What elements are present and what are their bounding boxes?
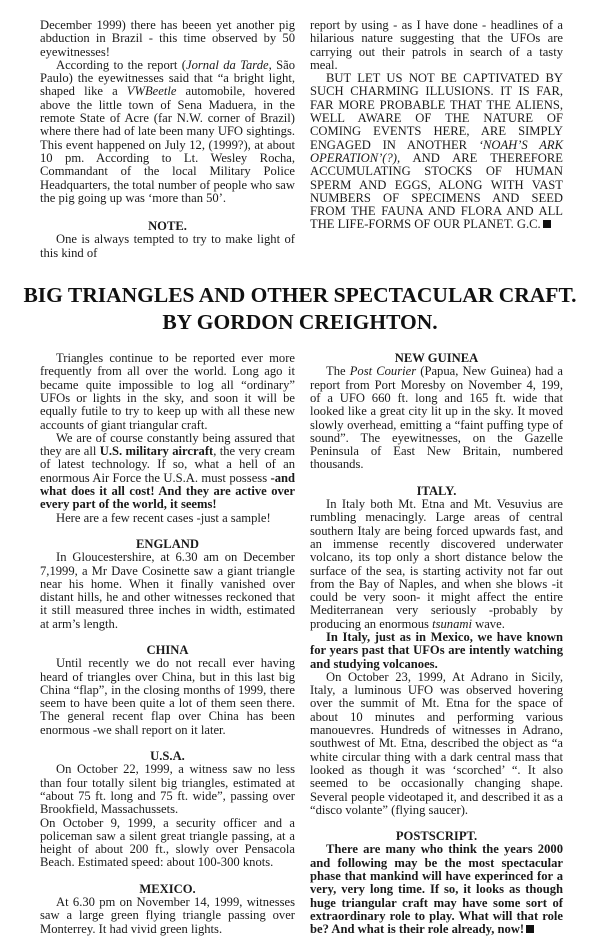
- paragraph: Here are a few recent cases -just a sample!: [56, 510, 271, 525]
- section-heading-china: CHINA: [146, 642, 189, 657]
- section-heading-mexico: MEXICO.: [139, 881, 196, 896]
- paragraph: report by using - as I have done - headlines of a hilarious nature suggesting that the UFOs are carrying out their patrols in search of a tasty meal.: [310, 18, 563, 72]
- paragraph: BUT LET US NOT BE CAPTIVATED BY SUCH CHARMING ILLUSIONS. IT IS FAR, FAR MORE PROBABLE THAT THE ALIENS, WELL AWARE OF THE NATURE OF COMING EVENTS HERE, ARE SIMPLY ENGAGED IN ANOTHER ‘NOAH’S ARK OPERATION’(?), AND ARE THEREFORE ACCUMULATING STOCKS OF HUMAN SPERM AND EGGS, ALONG WITH VAST NUMBERS OF SPECIMENS AND SEED FROM THE FAUNA AND FLORA AND ALL THE LIFE-FORMS OF OUR PLANET. G.C.: [310, 71, 563, 232]
- paragraph: Triangles continue to be reported ever more frequently from all over the world. Long ago it became quite impossible to log all “ordinary” UFOs or lights in the sky, and soon it will be equally futile to try to keep up with all these new accounts of giant triangular craft.: [40, 351, 295, 432]
- top-section: [40, 19, 563, 260]
- end-mark-icon: [526, 925, 534, 933]
- paragraph: December 1999) there has beeen yet another pig abduction in Brazil - this time observed by 50 eyewitnesses!: [40, 18, 295, 59]
- section-heading-new-guinea: NEW GUINEA: [394, 351, 479, 366]
- paragraph: On October 23, 1999, At Adrano in Sicily, Italy, a luminous UFO was observed hovering over the summit of Mt. Etna for the space of about 10 minutes and performing various manouevres. Hundreds of witnesses in Adrano, southwest of Mt. Etna, described the object as “a white circular thing with a dark central mass that looked as though it was ‘scorched’ “. It also seemed to be occasionally changing shape. Several people videotaped it, and described it as a “disco volante” (flying saucer).: [310, 669, 563, 817]
- end-mark-icon: [543, 220, 551, 228]
- right-column: [310, 352, 563, 936]
- article-title: [0, 282, 600, 336]
- paragraph: In Gloucestershire, at 6.30 am on December 7,1999, a Mr Dave Cosinette saw a giant triangle near his home. When it finally vanished over distant hills, he and other witnesses reckoned that it still measured three inches in width, estimated at arm’s length.: [40, 550, 295, 631]
- paragraph: On October 22, 1999, a witness saw no less than four totally silent big triangles, estimated at “about 75 ft. long and 75 ft. wide”, passing over Brookfield, Massachussets.: [40, 762, 295, 817]
- title-line: BIG TRIANGLES AND OTHER SPECTACULAR CRAFT.: [23, 283, 577, 308]
- paragraph: In Italy, just as in Mexico, we have known for years past that UFOs are intently watching and studying volcanoes.: [310, 629, 563, 671]
- paragraph: At 6.30 pm on November 14, 1999, witnesses saw a large green flying triangle passing over Monterrey. It had vivid green lights.: [40, 895, 295, 936]
- left-column: [40, 352, 295, 936]
- section-heading-usa: U.S.A.: [150, 749, 185, 764]
- section-heading-england: ENGLAND: [136, 536, 199, 551]
- paragraph: Until recently we do not recall ever having heard of triangles over China, but in this last big China “flap”, in the closing months of 1999, there seem to have been quite a lot of them seen there. The general recent flap over China has been enormous -we shall report on it later.: [40, 656, 295, 737]
- article-body: [40, 352, 563, 936]
- paragraph: There are many who think the years 2000 and following may be the most spectacular phase that mankind will have experinced for a very, very long time. If so, it looks as though huge triangular craft may have some sort of extraordinary role to play. What will that role be? And what is their role already, now!: [310, 842, 563, 937]
- paragraph: In Italy both Mt. Etna and Mt. Vesuvius are rumbling menacingly. Large areas of central southern Italy are being forced upwards fast, and an immense recently discovered underwater volcano, its top only a short distance below the surface of the sea, is starting activity not far out from the Bay of Naples, and when she blows -it could be very soon- it might affect the entire Mediterranean very seriously -probably by producing an enormous tsunami wave.: [310, 497, 563, 631]
- top-right-column: [310, 19, 563, 232]
- top-left-column: [40, 19, 295, 260]
- paragraph: We are of course constantly being assured that they are all U.S. military aircraft, the very cream of latest technology. If so, what a hell of an enormous Air Force the U.S.A. must possess -and what does it all cost! And they are active over every part of the world, it seems!: [40, 430, 295, 512]
- section-heading-italy: ITALY.: [416, 483, 457, 498]
- byline: BY GORDON CREIGHTON.: [162, 310, 438, 335]
- paragraph: On October 9, 1999, a security officer and a policeman saw a silent great triangle passing, at a height of about 200 ft., slowly over Pensacola Beach. Estimated speed: about 100-300 knots.: [40, 815, 295, 870]
- section-heading-postscript: POSTSCRIPT.: [395, 829, 478, 844]
- paragraph: The Post Courier (Papua, New Guinea) had a report from Port Moresby on November 4, 199, of a UFO 660 ft. long and 165 ft. wide that looked like a great city lit up in the sky. It moved slowly overhead, emitting a “faint puffing type of sound”. The eyewitnesses, on the Gazelle Peninsula of East New Britain, numbered thousands.: [310, 364, 563, 472]
- paragraph: According to the report (Jornal da Tarde, São Paulo) the eyewitnesses said that “a bright light, shaped like a VWBeetle automobile, hovered above the little town of Sena Maduera, in the remote State of Acre (far N.W. corner of Brazil) where there had of late been many UFO sightings. This event happened on July 12, (1999?), at about 10 pm. According to Lt. Wesley Rocha, Commandant of the local Military Police Headquarters, the total number of people who saw the pig going up was ‘more than 50’.: [40, 57, 296, 205]
- section-heading-note: NOTE.: [148, 219, 187, 234]
- paragraph: One is always tempted to try to make light of this kind of: [40, 232, 295, 260]
